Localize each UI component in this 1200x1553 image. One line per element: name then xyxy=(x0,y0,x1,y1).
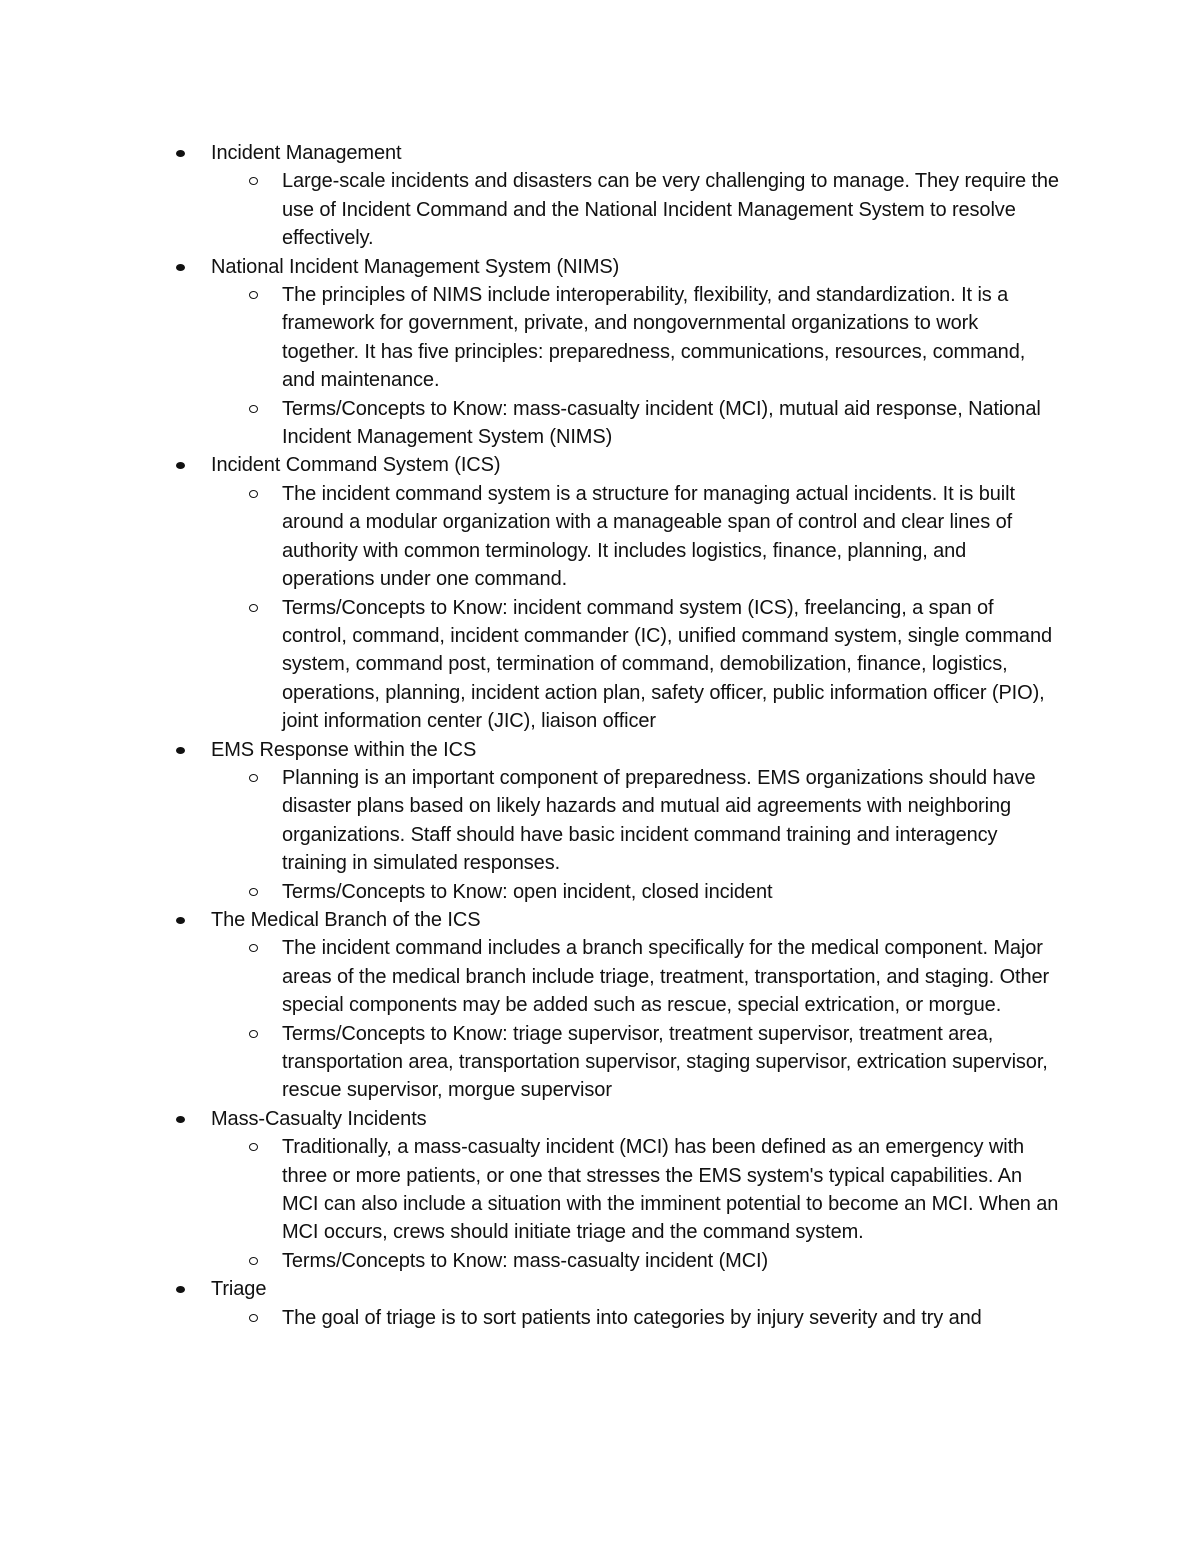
topic-ems-response xyxy=(0,736,1200,906)
detail-item xyxy=(0,1020,1200,1105)
detail-text: The incident command includes a branch specifically for the medical component. Major areas of the medical branch include triage, treatment, transportation, and staging. Other special components may be added such as rescue, special extrication, or morgue. xyxy=(282,937,1050,1017)
topic-title: Incident Management xyxy=(211,142,402,164)
topic-details xyxy=(211,167,1200,252)
topic-title: National Incident Management System (NIMS) xyxy=(211,255,620,278)
detail-item xyxy=(0,395,1200,452)
detail-item xyxy=(0,1133,1200,1247)
detail-text: Terms/Concepts to Know: mass-casualty incident (MCI) xyxy=(282,1249,769,1272)
topic-details xyxy=(211,480,1200,736)
detail-item xyxy=(0,1247,1200,1275)
filled-bullet-icon xyxy=(176,917,185,924)
detail-text: Terms/Concepts to Know: triage supervisor, treatment supervisor, treatment area, transportation area, transportation supervisor, staging supervisor, extrication supervisor, rescue supervisor, morgue supervisor xyxy=(282,1022,1048,1102)
detail-text: Large-scale incidents and disasters can be very challenging to manage. They require the use of Incident Command and the National Incident Management System to resolve effectively. xyxy=(282,170,1059,250)
filled-bullet-icon xyxy=(176,1116,185,1123)
hollow-bullet-icon xyxy=(249,944,258,952)
detail-item xyxy=(0,934,1200,1019)
topic-nims xyxy=(0,253,1200,452)
detail-item xyxy=(0,167,1200,252)
detail-item xyxy=(0,594,1200,736)
topic-triage xyxy=(0,1275,1200,1332)
topic-title: The Medical Branch of the ICS xyxy=(211,908,481,931)
hollow-bullet-icon xyxy=(249,177,258,185)
detail-text: The incident command system is a structure for managing actual incidents. It is built around a modular organization with a manageable span of control and clear lines of authority with common terminology. It includes logistics, finance, planning, and operations under one command. xyxy=(282,482,1015,591)
hollow-bullet-icon xyxy=(249,888,258,896)
detail-text: Planning is an important component of preparedness. EMS organizations should have disaster plans based on likely hazards and mutual aid agreements with neighboring organizations. Staff should have basic incident command training and interagency training in simulated responses. xyxy=(282,766,1036,875)
hollow-bullet-icon xyxy=(249,291,258,299)
topic-outline xyxy=(0,139,1200,1332)
detail-item xyxy=(0,281,1200,395)
detail-text: Traditionally, a mass-casualty incident (MCI) has been defined as an emergency with three or more patients, or one that stresses the EMS system's typical capabilities. An MCI can also include a situation with the imminent potential to become an MCI. When an MCI occurs, crews should initiate triage and the command system. xyxy=(282,1136,1059,1244)
detail-item xyxy=(0,480,1200,594)
topic-title: Mass-Casualty Incidents xyxy=(211,1107,427,1130)
hollow-bullet-icon xyxy=(249,1143,258,1151)
filled-bullet-icon xyxy=(176,462,185,469)
detail-text: Terms/Concepts to Know: incident command system (ICS), freelancing, a span of control, command, incident commander (IC), unified command system, single command system, command post, termination of command, demobilization, finance, logistics, operations, planning, incident action plan, safety officer, public information officer (PIO), joint information center (JIC), liaison officer xyxy=(282,596,1052,733)
hollow-bullet-icon xyxy=(249,1030,258,1038)
hollow-bullet-icon xyxy=(249,1257,258,1265)
topic-mass-casualty xyxy=(0,1105,1200,1275)
detail-text: The principles of NIMS include interoperability, flexibility, and standardization. It is a framework for government, private, and nongovernmental organizations to work together. It has five principles: preparedness, communications, resources, command, and maintenance. xyxy=(282,284,1026,392)
topic-details xyxy=(211,764,1200,906)
filled-bullet-icon xyxy=(176,1286,185,1293)
topic-title: Triage xyxy=(211,1278,267,1301)
topic-medical-branch xyxy=(0,906,1200,1105)
hollow-bullet-icon xyxy=(249,774,258,782)
hollow-bullet-icon xyxy=(249,490,258,498)
filled-bullet-icon xyxy=(176,264,185,271)
detail-text: Terms/Concepts to Know: mass-casualty incident (MCI), mutual aid response, National Incident Management System (NIMS) xyxy=(282,397,1041,449)
filled-bullet-icon xyxy=(176,150,185,157)
topic-ics xyxy=(0,451,1200,735)
topic-details xyxy=(211,1304,1200,1332)
topic-title: Incident Command System (ICS) xyxy=(211,454,501,477)
topic-details xyxy=(211,1133,1200,1275)
topic-title: EMS Response within the ICS xyxy=(211,738,477,761)
detail-item xyxy=(0,764,1200,878)
topic-details xyxy=(211,281,1200,451)
detail-text: The goal of triage is to sort patients into categories by injury severity and try and xyxy=(282,1306,982,1329)
topic-incident-management xyxy=(0,139,1200,253)
topic-details xyxy=(211,934,1200,1104)
detail-text: Terms/Concepts to Know: open incident, closed incident xyxy=(282,880,773,903)
hollow-bullet-icon xyxy=(249,1314,258,1322)
filled-bullet-icon xyxy=(176,747,185,754)
hollow-bullet-icon xyxy=(249,604,258,612)
detail-item xyxy=(0,878,1200,906)
hollow-bullet-icon xyxy=(249,405,258,413)
detail-item xyxy=(0,1304,1200,1332)
